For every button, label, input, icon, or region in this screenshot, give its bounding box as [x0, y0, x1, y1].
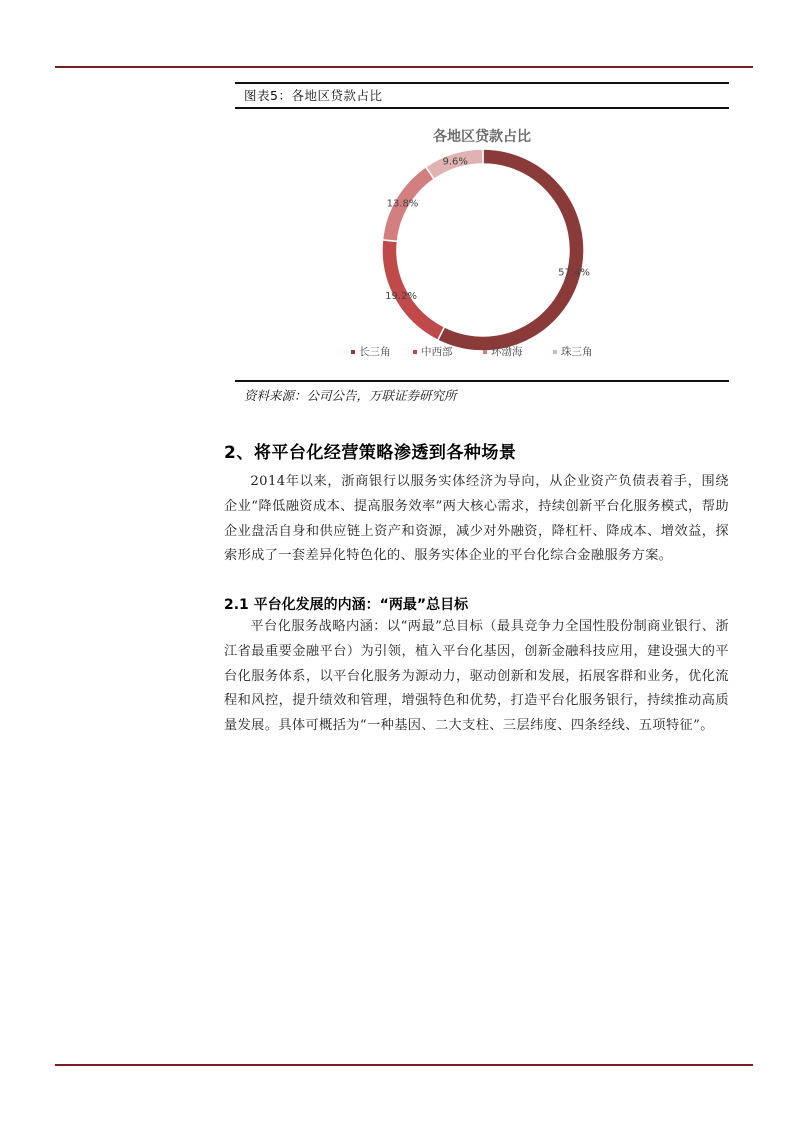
legend-swatch-1	[351, 350, 355, 354]
header-rule	[55, 66, 753, 68]
figure-caption: 图表5：各地区贷款占比	[244, 88, 383, 103]
slice-value-label-4: 9.6%	[442, 156, 468, 168]
subsection-heading: 2.1 平台化发展的内涵：“两最”总目标	[224, 597, 469, 613]
legend-swatch-2	[413, 350, 417, 354]
figure-caption-rule	[235, 107, 729, 109]
legend-swatch-4	[553, 350, 557, 354]
figure-bottom-rule	[235, 380, 729, 382]
donut-chart	[235, 112, 729, 376]
donut-slice-1	[438, 149, 584, 351]
legend-label-1: 长三角	[359, 346, 391, 358]
slice-value-label-1: 57.4%	[558, 267, 590, 279]
figure-top-rule	[235, 82, 729, 84]
footer-rule	[55, 1064, 753, 1066]
legend-swatch-3	[483, 350, 487, 354]
section-heading: 2、将平台化经营策略渗透到各种场景	[224, 443, 517, 463]
chart-title: 各地区贷款占比	[433, 129, 531, 145]
legend-label-3: 环渤海	[491, 346, 523, 358]
legend-label-2: 中西部	[421, 346, 453, 358]
slice-value-label-2: 19.2%	[385, 291, 417, 303]
donut-chart-svg	[235, 112, 729, 376]
figure-source: 资料来源：公司公告，万联证券研究所	[244, 388, 457, 403]
section-paragraph: 2014年以来，浙商银行以服务实体经济为导向，从企业资产负债表着手，围绕企业“降低融资成本、提高服务效率”两大核心需求，持续创新平台化服务模式，帮助企业盘活自身和供应链上资产和资源，减少对外融资，降杠杆、降成本、增效益，探索形成了一套差异化特色化的、服务实体企业的平台化综合金融服务方案。	[224, 474, 729, 564]
subsection-paragraph: 平台化服务战略内涵：以“两最”总目标（最具竞争力全国性股份制商业银行、浙江省最重要金融平台）为引领，植入平台化基因，创新金融科技应用，建设强大的平台化服务体系，以平台化服务为源动力，驱动创新和发展，拓展客群和业务，优化流程和风控，提升绩效和管理，增强特色和优势，打造平台化服务银行，持续推动高质量发展。具体可概括为“一种基因、二大支柱、三层纬度、四条经线、五项特征”。	[224, 619, 729, 734]
legend-label-4: 珠三角	[561, 346, 593, 358]
slice-value-label-3: 13.8%	[386, 198, 419, 210]
